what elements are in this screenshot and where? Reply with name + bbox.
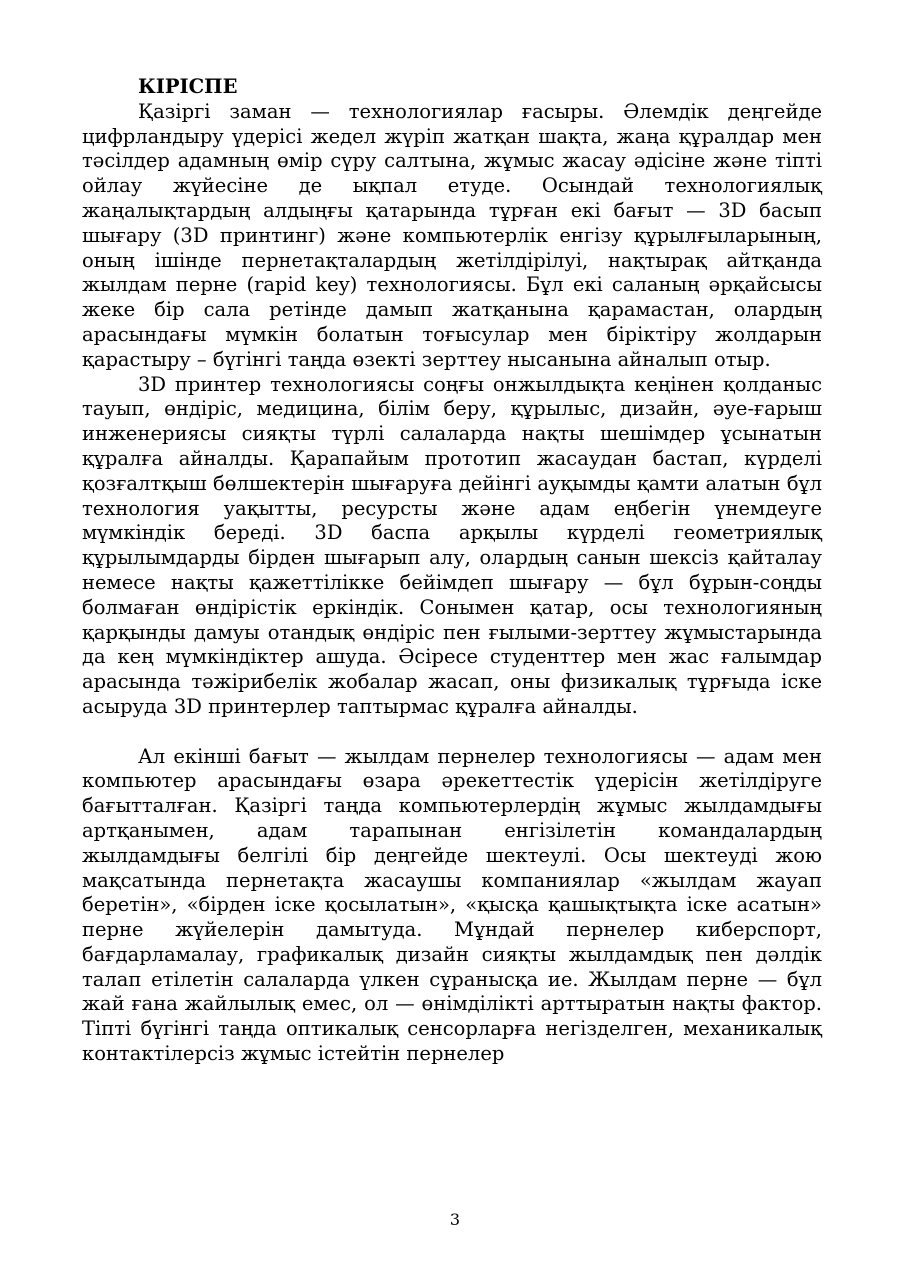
paragraph-3d-printing: 3D принтер технологиясы соңғы онжылдықта кеңінен қолданыс тауып, өндіріс, медицина, білім беру, құрылыс, дизайн, әуе-ғарыш инженериясы сияқты түрлі салаларда нақты шешімдер ұсынатын құралға айналды. Қарапайым прототип жасаудан бастап, күрделі қозғалтқыш бөлшектерін шығаруға дейінгі ауқымды қамти алатын бұл технология уақытты, ресурсты және адам еңбегін үнемдеуге мүмкіндік береді. 3D баспа арқылы күрделі геометриялық құрылымдарды бірден шығарып алу, олардың санын шексіз қайталау немесе нақты қажеттілікке бейімдеп шығару — бұл бұрын-соңды болмаған өндірістік еркіндік. Сонымен қатар, осы технологияның қарқынды дамуы отандық өндіріс пен ғылыми-зерттеу жұмыстарында да кең мүмкіндіктер ашуда. Әсіресе студенттер мен жас ғалымдар арасында тәжірибелік жобалар жасап, оны физикалық тұрғыда іске асыруда 3D принтерлер таптырмас құралға айналды. <box>82 372 822 718</box>
paragraph-intro: Қазіргі заман — технологиялар ғасыры. Әлемдік деңгейде цифрландыру үдерісі жедел жүріп жатқан шақта, жаңа құралдар мен тәсілдер адамның өмір сүру салтына, жұмыс жасау әдісіне және тіпті ойлау жүйесіне де ықпал етуде. Осындай технологиялық жаңалықтардың алдыңғы қатарында тұрған екі бағыт — 3D басып шығару (3D принтинг) және компьютерлік енгізу құрылғыларының, оның ішінде пернетақталардың жетілдірілуі, нақтырақ айтқанда жылдам перне (rapid key) технологиясы. Бұл екі саланың әрқайсысы жеке бір сала ретінде дамып жатқанына қарамастан, олардың арасындағы мүмкін болатын тоғысулар мен біріктіру жолдарын қарастыру – бүгінгі таңда өзекті зерттеу нысанына айналып отыр. <box>82 99 822 371</box>
page-number: 3 <box>449 1210 461 1229</box>
page-body <box>82 75 822 1067</box>
section-heading: КІРІСПЕ <box>138 75 238 98</box>
paragraph-rapid-keys: Ал екінші бағыт — жылдам пернелер технологиясы — адам мен компьютер арасындағы өзара әрекеттестік үдерісін жетілдіруге бағытталған. Қазіргі таңда компьютерлердің жұмыс жылдамдығы артқанымен, адам тарапынан енгізілетін командалардың жылдамдығы белгілі бір деңгейде шектеулі. Осы шектеуді жою мақсатында пернетақта жасаушы компаниялар «жылдам жауап беретін», «бірден іске қосылатын», «қысқа қашықтықта іске асатын» перне жүйелерін дамытуда. Мұндай пернелер киберспорт, бағдарламалау, графикалық дизайн сияқты жылдамдық пен дәлдік талап етілетін салаларда үлкен сұранысқа ие. Жылдам перне — бұл жай ғана жайлылық емес, ол — өнімділікті арттыратын нақты фактор. Тіпті бүгінгі таңда оптикалық сенсорларға негізделген, механикалық контактілерсіз жұмыс істейтін пернелер <box>82 744 822 1066</box>
